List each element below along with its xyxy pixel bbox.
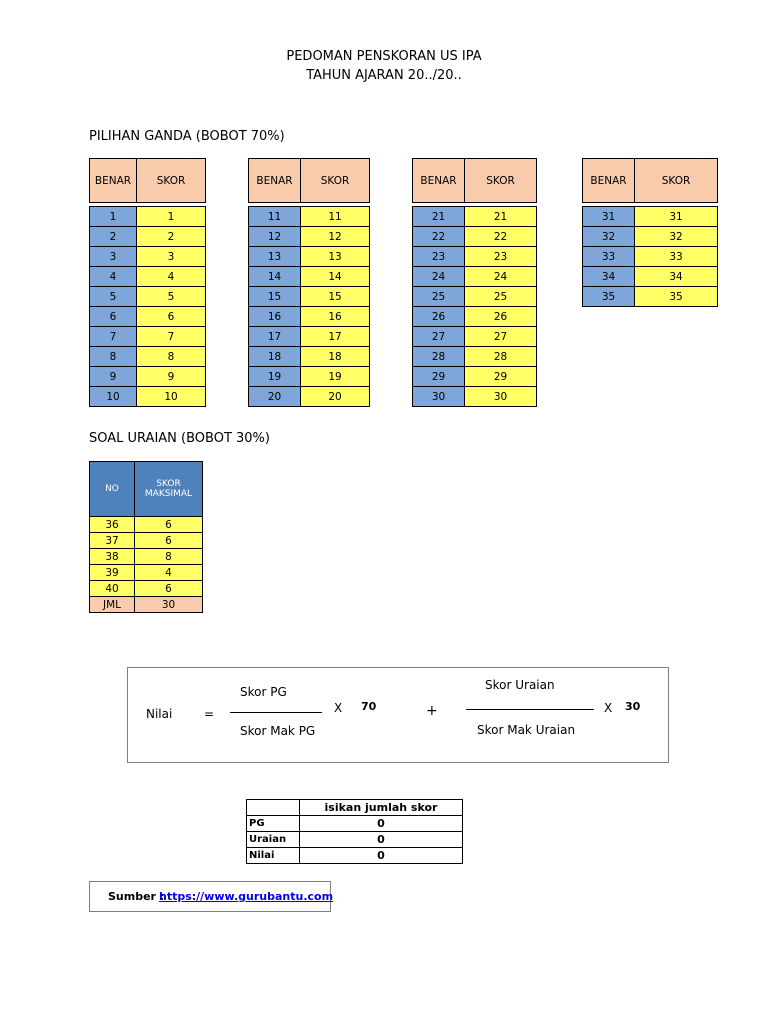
pg-skor-cell: 21 xyxy=(465,207,537,227)
formula-times-1: X xyxy=(334,701,343,715)
pg-benar-cell: 11 xyxy=(249,207,301,227)
pg-skor-cell: 22 xyxy=(465,227,537,247)
uraian-row xyxy=(90,533,203,549)
formula-nilai: Nilai xyxy=(146,707,173,721)
uraian-no-cell: 40 xyxy=(90,581,135,597)
pg-skor-cell: 8 xyxy=(137,347,206,367)
score-value[interactable]: 0 xyxy=(300,816,463,832)
uraian-row xyxy=(90,565,203,581)
pg-benar-cell: 3 xyxy=(90,247,137,267)
formula-plus: + xyxy=(426,703,438,719)
pg-col-benar: BENAR xyxy=(90,159,137,203)
uraian-no-cell: 39 xyxy=(90,565,135,581)
pg-benar-cell: 12 xyxy=(249,227,301,247)
pg-benar-cell: 29 xyxy=(413,367,465,387)
score-header: isikan jumlah skor xyxy=(300,800,463,816)
pg-benar-cell: 20 xyxy=(249,387,301,407)
page-subtitle: TAHUN AJARAN 20../20.. xyxy=(306,68,462,83)
uraian-row xyxy=(90,517,203,533)
pg-table-1 xyxy=(89,158,206,407)
score-row xyxy=(247,832,463,848)
formula-weight-uraian: 30 xyxy=(625,700,641,713)
formula-equals: = xyxy=(204,707,215,721)
source-box xyxy=(89,881,334,912)
pg-benar-cell: 31 xyxy=(583,207,635,227)
pg-skor-cell: 11 xyxy=(301,207,370,227)
formula-pg-fraction-line xyxy=(230,712,322,713)
pg-table-4 xyxy=(582,158,718,307)
pg-benar-cell: 18 xyxy=(249,347,301,367)
pg-skor-cell: 6 xyxy=(137,307,206,327)
pg-benar-cell: 2 xyxy=(90,227,137,247)
pg-benar-cell: 5 xyxy=(90,287,137,307)
pg-skor-cell: 5 xyxy=(137,287,206,307)
uraian-skor-cell: 4 xyxy=(135,565,203,581)
pg-benar-cell: 6 xyxy=(90,307,137,327)
pg-benar-cell: 23 xyxy=(413,247,465,267)
pg-benar-cell: 7 xyxy=(90,327,137,347)
uraian-skor-cell: 6 xyxy=(135,517,203,533)
pg-skor-cell: 29 xyxy=(465,367,537,387)
pg-skor-cell: 15 xyxy=(301,287,370,307)
pg-skor-cell: 9 xyxy=(137,367,206,387)
source-label: Sumber : xyxy=(108,890,165,903)
pg-col-benar: BENAR xyxy=(583,159,635,203)
pg-col-skor: SKOR xyxy=(635,159,718,203)
pg-benar-cell: 30 xyxy=(413,387,465,407)
score-row xyxy=(247,816,463,832)
score-label: Nilai xyxy=(247,848,300,864)
pg-skor-cell: 7 xyxy=(137,327,206,347)
formula-pg-denominator: Skor Mak PG xyxy=(240,724,316,738)
pg-skor-cell: 1 xyxy=(137,207,206,227)
uraian-no-cell: 37 xyxy=(90,533,135,549)
pg-benar-cell: 32 xyxy=(583,227,635,247)
pg-skor-cell: 3 xyxy=(137,247,206,267)
pg-skor-cell: 20 xyxy=(301,387,370,407)
pg-benar-cell: 1 xyxy=(90,207,137,227)
score-label: Uraian xyxy=(247,832,300,848)
pg-skor-cell: 19 xyxy=(301,367,370,387)
pg-skor-cell: 17 xyxy=(301,327,370,347)
pg-benar-cell: 15 xyxy=(249,287,301,307)
pg-skor-cell: 16 xyxy=(301,307,370,327)
pg-benar-cell: 33 xyxy=(583,247,635,267)
pg-skor-cell: 31 xyxy=(635,207,718,227)
pg-skor-cell: 33 xyxy=(635,247,718,267)
pg-col-skor: SKOR xyxy=(465,159,537,203)
uraian-row xyxy=(90,581,203,597)
pg-benar-cell: 4 xyxy=(90,267,137,287)
pg-skor-cell: 27 xyxy=(465,327,537,347)
pg-col-benar: BENAR xyxy=(413,159,465,203)
pg-col-skor: SKOR xyxy=(301,159,370,203)
score-value[interactable]: 0 xyxy=(300,848,463,864)
uraian-col-skor: SKOR MAKSIMAL xyxy=(135,462,203,517)
pg-benar-cell: 8 xyxy=(90,347,137,367)
pg-benar-cell: 10 xyxy=(90,387,137,407)
pg-skor-cell: 30 xyxy=(465,387,537,407)
formula-uraian-denominator: Skor Mak Uraian xyxy=(477,723,576,737)
uraian-total-value: 30 xyxy=(135,597,203,613)
pg-benar-cell: 28 xyxy=(413,347,465,367)
uraian-heading: SOAL URAIAN (BOBOT 30%) xyxy=(89,431,270,446)
pg-benar-cell: 25 xyxy=(413,287,465,307)
pg-skor-cell: 4 xyxy=(137,267,206,287)
formula-times-2: X xyxy=(604,701,613,715)
pg-skor-cell: 14 xyxy=(301,267,370,287)
formula-box xyxy=(127,667,669,763)
pg-skor-cell: 13 xyxy=(301,247,370,267)
pg-benar-cell: 13 xyxy=(249,247,301,267)
pg-skor-cell: 18 xyxy=(301,347,370,367)
source-link[interactable]: https://www.gurubantu.com xyxy=(159,890,334,903)
pg-skor-cell: 35 xyxy=(635,287,718,307)
score-label: PG xyxy=(247,816,300,832)
formula-uraian-fraction-line xyxy=(466,709,594,710)
uraian-skor-cell: 8 xyxy=(135,549,203,565)
pg-benar-cell: 17 xyxy=(249,327,301,347)
uraian-no-cell: 38 xyxy=(90,549,135,565)
uraian-skor-cell: 6 xyxy=(135,581,203,597)
uraian-row xyxy=(90,549,203,565)
pg-benar-cell: 16 xyxy=(249,307,301,327)
score-header-empty xyxy=(247,800,300,816)
pg-benar-cell: 14 xyxy=(249,267,301,287)
pg-col-skor: SKOR xyxy=(137,159,206,203)
pg-benar-cell: 22 xyxy=(413,227,465,247)
pg-skor-cell: 10 xyxy=(137,387,206,407)
pg-skor-cell: 25 xyxy=(465,287,537,307)
formula-weight-pg: 70 xyxy=(361,700,377,713)
uraian-no-cell: 36 xyxy=(90,517,135,533)
pg-skor-cell: 23 xyxy=(465,247,537,267)
pg-skor-cell: 24 xyxy=(465,267,537,287)
formula-uraian-numerator: Skor Uraian xyxy=(485,678,555,692)
score-row xyxy=(247,848,463,864)
uraian-total-label: JML xyxy=(90,597,135,613)
score-table xyxy=(246,799,463,864)
pg-table-2 xyxy=(248,158,370,407)
pg-benar-cell: 24 xyxy=(413,267,465,287)
pg-heading: PILIHAN GANDA (BOBOT 70%) xyxy=(89,129,285,144)
pg-benar-cell: 35 xyxy=(583,287,635,307)
pg-benar-cell: 19 xyxy=(249,367,301,387)
pg-benar-cell: 27 xyxy=(413,327,465,347)
pg-benar-cell: 21 xyxy=(413,207,465,227)
pg-benar-cell: 34 xyxy=(583,267,635,287)
page-title: PEDOMAN PENSKORAN US IPA xyxy=(286,49,482,64)
uraian-col-no: NO xyxy=(90,462,135,517)
pg-benar-cell: 26 xyxy=(413,307,465,327)
pg-skor-cell: 34 xyxy=(635,267,718,287)
uraian-table xyxy=(89,461,203,613)
pg-skor-cell: 26 xyxy=(465,307,537,327)
pg-skor-cell: 28 xyxy=(465,347,537,367)
pg-skor-cell: 2 xyxy=(137,227,206,247)
pg-table-3 xyxy=(412,158,537,407)
formula-pg-numerator: Skor PG xyxy=(240,685,287,699)
pg-skor-cell: 12 xyxy=(301,227,370,247)
pg-benar-cell: 9 xyxy=(90,367,137,387)
uraian-skor-cell: 6 xyxy=(135,533,203,549)
pg-skor-cell: 32 xyxy=(635,227,718,247)
score-value[interactable]: 0 xyxy=(300,832,463,848)
pg-col-benar: BENAR xyxy=(249,159,301,203)
